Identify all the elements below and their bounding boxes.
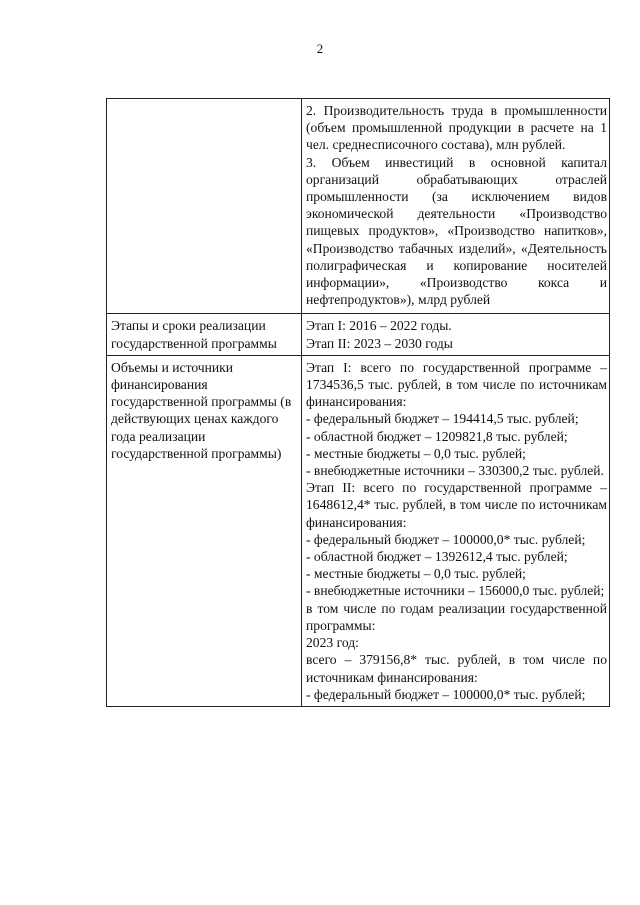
financing-line: - областной бюджет – 1392612,4 тыс. рублей; bbox=[306, 549, 568, 565]
stage-2-text: Этап II: 2023 – 2030 годы bbox=[306, 335, 453, 351]
financing-line: - местные бюджеты – 0,0 тыс. рублей; bbox=[306, 445, 526, 461]
stage-1-text: Этап I: 2016 – 2022 годы. bbox=[306, 318, 452, 334]
row-label-empty bbox=[107, 99, 302, 314]
financing-line: Этап I: всего по государственной программе – 1734536,5 тыс. рублей, в том числе по источникам финансирования: bbox=[306, 359, 607, 410]
financing-line: - местные бюджеты – 0,0 тыс. рублей; bbox=[306, 566, 526, 582]
financing-line: - областной бюджет – 1209821,8 тыс. рублей; bbox=[306, 428, 568, 444]
program-passport-table bbox=[106, 98, 610, 707]
financing-cell bbox=[302, 355, 610, 706]
table-row-indicators bbox=[107, 99, 610, 314]
financing-line: Этап II: всего по государственной программе – 1648612,4* тыс. рублей, в том числе по источникам финансирования: bbox=[306, 480, 607, 530]
page-number: 2 bbox=[316, 41, 324, 56]
indicators-cell bbox=[302, 99, 610, 314]
table-row-financing bbox=[107, 355, 610, 706]
financing-line: - федеральный бюджет – 100000,0* тыс. рублей; bbox=[306, 686, 586, 702]
financing-line: в том числе по годам реализации государственной программы: bbox=[306, 600, 607, 633]
financing-line: всего – 379156,8* тыс. рублей, в том числе по источникам финансирования: bbox=[306, 652, 607, 685]
financing-line: - внебюджетные источники – 156000,0 тыс. рублей; bbox=[306, 583, 605, 599]
indicator-2-text: 2. Производительность труда в промышленности (объем промышленной продукции в расчете на 1 чел. среднесписочного состава), млн рублей. bbox=[306, 103, 607, 153]
financing-line: - внебюджетные источники – 330300,2 тыс. рублей. bbox=[306, 463, 604, 479]
stages-label: Этапы и сроки реализации государственной программы bbox=[107, 314, 302, 355]
stages-cell bbox=[302, 314, 610, 355]
financing-line: - федеральный бюджет – 194414,5 тыс. рублей; bbox=[306, 411, 579, 427]
indicator-3-text: 3. Объем инвестиций в основной капитал организаций обрабатывающих отраслей промышленности (за исключением видов экономической деятельности «Производство пищевых продуктов», «Производство напитков», «Производство табачных изделий», «Деятельность полиграфическая и копирование носителей информации», «Производство кокса и нефтепродуктов»), млрд рублей bbox=[306, 154, 607, 308]
financing-line: 2023 год: bbox=[306, 635, 359, 651]
financing-label: Объемы и источники финансирования государственной программы (в действующих ценах каждого года реализации государственной программы) bbox=[107, 355, 302, 706]
financing-line: - федеральный бюджет – 100000,0* тыс. рублей; bbox=[306, 531, 586, 547]
table-row-stages bbox=[107, 314, 610, 355]
